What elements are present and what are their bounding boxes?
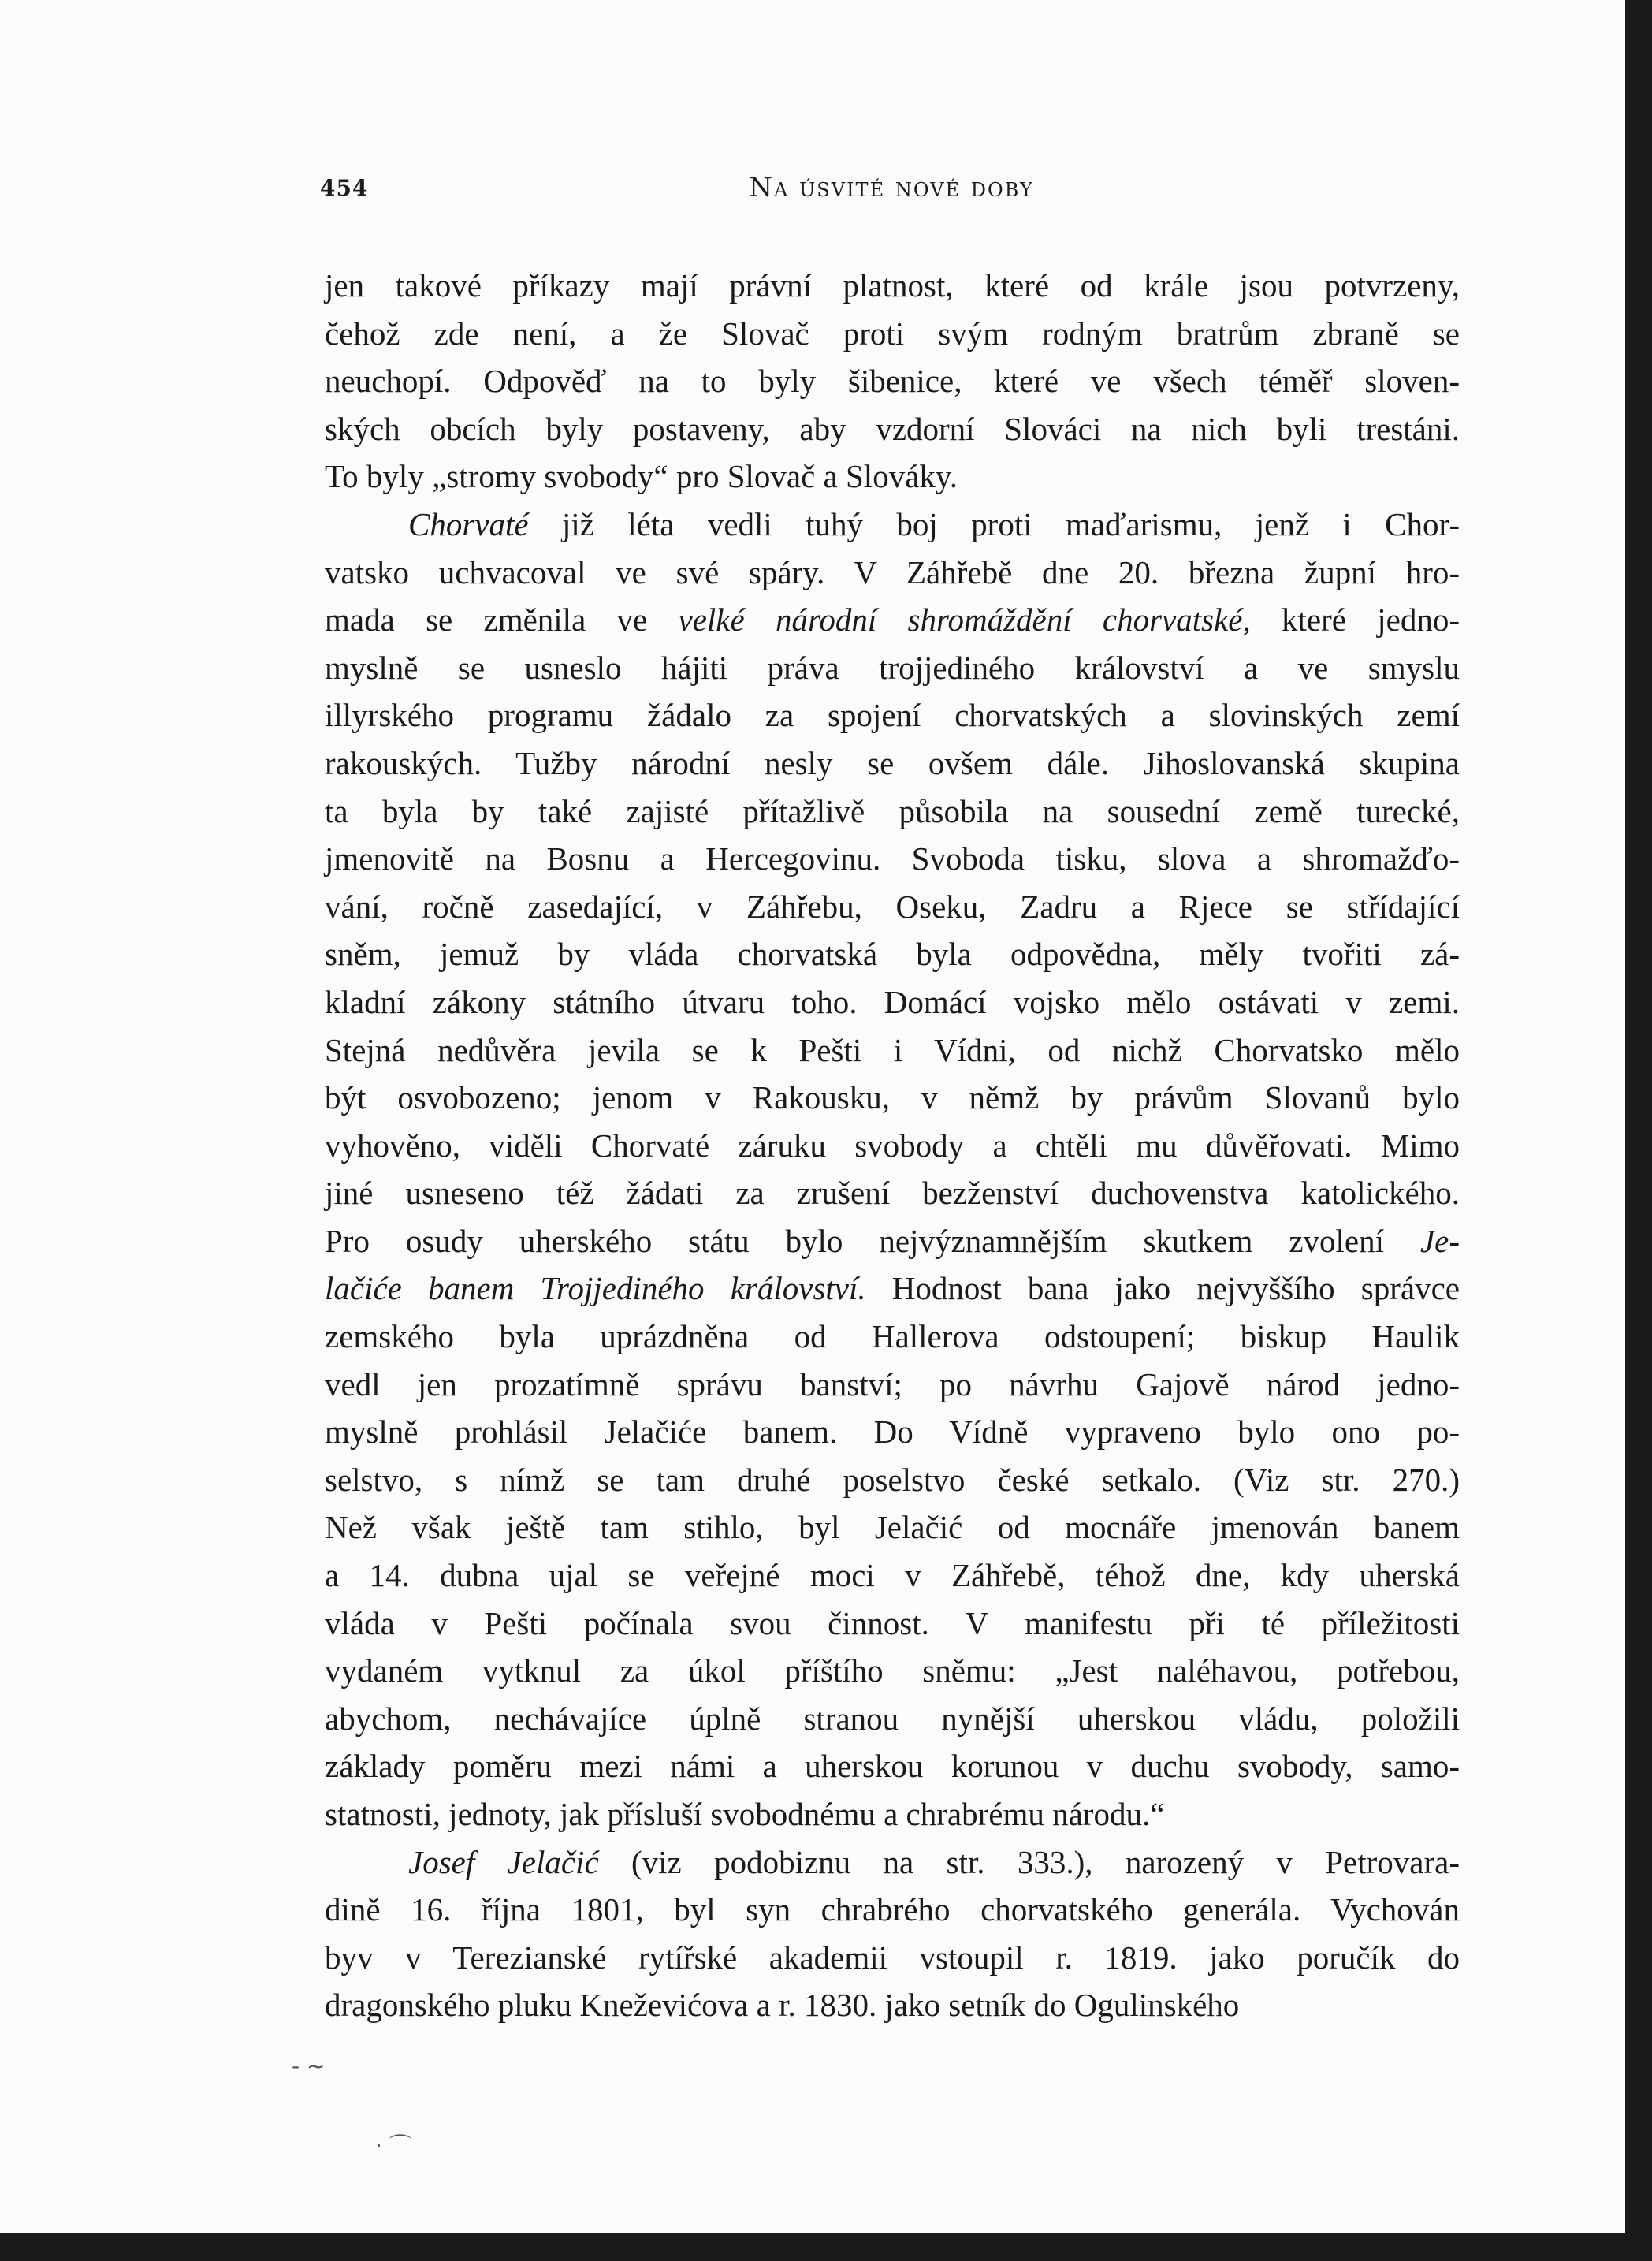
italic-run: Josef Jelačić [408, 1843, 599, 1880]
text-run: vláda v Pešti počínala svou činnost. V manifestu při té příležitosti [325, 1604, 1460, 1641]
text-run: myslně prohlásil Jelačiće banem. Do Vídně vypraveno bylo ono po- [325, 1414, 1460, 1451]
body-text [325, 262, 1460, 2029]
text-line [325, 1886, 1460, 1934]
italic-run: Je- [1419, 1222, 1460, 1259]
text-run: jmenovitě na Bosnu a Hercegovinu. Svoboda tisku, slova a shromažďo- [325, 840, 1460, 877]
page-header [320, 172, 1463, 207]
text-run: abychom, nechávajíce úplně stranou nynější uherskou vládu, položili [325, 1700, 1460, 1737]
text-line [325, 883, 1460, 931]
text-run: kladní zákony státního útvaru toho. Domácí vojsko mělo ostávati v zemi. [325, 983, 1460, 1020]
text-line [325, 1026, 1460, 1075]
text-run: a 14. dubna ujal se veřejné moci v Záhřebě, téhož dne, kdy uherská [325, 1557, 1460, 1594]
text-line [325, 1838, 1460, 1887]
text-line [325, 1074, 1460, 1122]
text-line [325, 788, 1460, 836]
text-run: Hodnost bana jako nejvyššího správce [865, 1270, 1460, 1307]
text-run: myslně se usneslo hájiti práva trojjediného království a ve smyslu [325, 649, 1460, 686]
text-line [325, 453, 1460, 501]
text-run: neuchopí. Odpověď na to byly šibenice, které ve všech téměř sloven- [325, 363, 1460, 400]
text-line [325, 930, 1460, 978]
text-line [325, 596, 1460, 644]
text-line [325, 835, 1460, 883]
text-run: které jedno- [1250, 602, 1460, 639]
italic-run: velké národní shromáždění chorvatské, [678, 602, 1251, 639]
text-line [325, 1790, 1460, 1838]
text-run: čehož zde není, a že Slovač proti svým rodným bratrům zbraně se [325, 315, 1460, 352]
text-line [325, 1503, 1460, 1551]
text-run: statnosti, jednoty, jak přísluší svobodnému a chrabrému národu.“ [325, 1796, 1165, 1832]
text-line [325, 310, 1460, 358]
text-run: jiné usneseno též žádati za zrušení bezženství duchovenstva katolického. [325, 1175, 1460, 1212]
text-run: dině 16. října 1801, byl syn chrabrého chorvatského generála. Vychován [325, 1891, 1460, 1928]
text-run: sněm, jemuž by vláda chorvatská byla odpovědna, měly tvořiti zá- [325, 936, 1460, 973]
text-line [325, 357, 1460, 405]
text-line [325, 1934, 1460, 1982]
text-line [325, 1217, 1460, 1265]
text-run: zemského byla uprázdněna od Hallerova odstoupení; biskup Haulik [325, 1318, 1460, 1355]
text-line [325, 1647, 1460, 1695]
text-line [325, 1742, 1460, 1790]
text-line [325, 549, 1460, 597]
text-line [325, 1361, 1460, 1409]
text-run: selstvo, s nímž se tam druhé poselstvo české setkalo. (Viz str. 270.) [325, 1461, 1460, 1498]
text-run: illyrského programu žádalo za spojení chorvatských a slovinských zemí [325, 697, 1460, 734]
text-line [325, 1600, 1460, 1648]
text-line [325, 1456, 1460, 1504]
text-run: Stejná nedůvěra jevila se k Pešti i Vídni, od nichž Chorvatsko mělo [325, 1031, 1460, 1068]
text-line [325, 644, 1460, 692]
text-line [325, 691, 1460, 739]
text-line [325, 739, 1460, 788]
text-run: ských obcích byly postaveny, aby vzdorní Slováci na nich byli trestáni. [325, 410, 1460, 447]
scan-mark: · ⌒ [375, 2132, 411, 2159]
text-line [325, 1408, 1460, 1456]
running-title: Na úsvité nové doby [749, 172, 1034, 203]
text-run: být osvobozeno; jenom v Rakousku, v němž by právům Slovanů bylo [325, 1079, 1460, 1116]
text-run: (viz podobiznu na str. 333.), narozený v Petrovara- [598, 1843, 1460, 1880]
text-run: dragonského pluku Kneževićova a r. 1830. jako setník do Ogulinského [325, 1987, 1240, 2024]
italic-run: lačiće banem Trojjediného království. [325, 1270, 866, 1307]
text-line [325, 1695, 1460, 1743]
text-line [325, 978, 1460, 1026]
italic-run: Chorvaté [408, 505, 529, 542]
page-number: 454 [320, 175, 369, 201]
text-line [325, 1313, 1460, 1361]
text-run: vatsko uchvacoval ve své spáry. V Záhřebě dne 20. března župní hro- [325, 553, 1460, 590]
text-line [325, 1265, 1460, 1313]
text-run: vedl jen prozatímně správu banství; po návrhu Gajově národ jedno- [325, 1365, 1460, 1402]
text-run: jen takové příkazy mají právní platnost, které od krále jsou potvrzeny, [325, 267, 1460, 304]
text-line [325, 1169, 1460, 1217]
text-line [325, 1551, 1460, 1600]
text-line [325, 405, 1460, 453]
scan-mark: - ~ [292, 2053, 326, 2079]
text-run: vyhověno, viděli Chorvaté záruku svobody a chtěli mu důvěřovati. Mimo [325, 1127, 1460, 1164]
text-run: To byly „stromy svobody“ pro Slovač a Slováky. [325, 458, 958, 495]
text-line [325, 262, 1460, 310]
text-run: základy poměru mezi námi a uherskou korunou v duchu svobody, samo- [325, 1748, 1460, 1785]
text-run: Pro osudy uherského státu bylo nejvýznamnějším skutkem zvolení [325, 1222, 1420, 1259]
text-run: rakouských. Tužby národní nesly se ovšem dále. Jihoslovanská skupina [325, 744, 1460, 781]
text-run: mada se změnila ve [325, 602, 679, 639]
text-line [325, 1122, 1460, 1170]
text-run: již léta vedli tuhý boj proti maďarismu, jenž i Chor- [528, 505, 1460, 542]
text-line [325, 1981, 1460, 2029]
text-line [325, 501, 1460, 549]
text-run: ta byla by také zajisté přítažlivě působila na sousední země turecké, [325, 792, 1460, 829]
text-run: vání, ročně zasedající, v Záhřebu, Oseku, Zadru a Rjece se střídající [325, 888, 1460, 925]
text-run: byv v Terezianské rytířské akademii vstoupil r. 1819. jako poručík do [325, 1939, 1460, 1976]
text-run: Než však ještě tam stihlo, byl Jelačić od mocnáře jmenován banem [325, 1509, 1460, 1546]
text-run: vydaném vytknul za úkol příštího sněmu: „Jest naléhavou, potřebou, [325, 1652, 1460, 1689]
